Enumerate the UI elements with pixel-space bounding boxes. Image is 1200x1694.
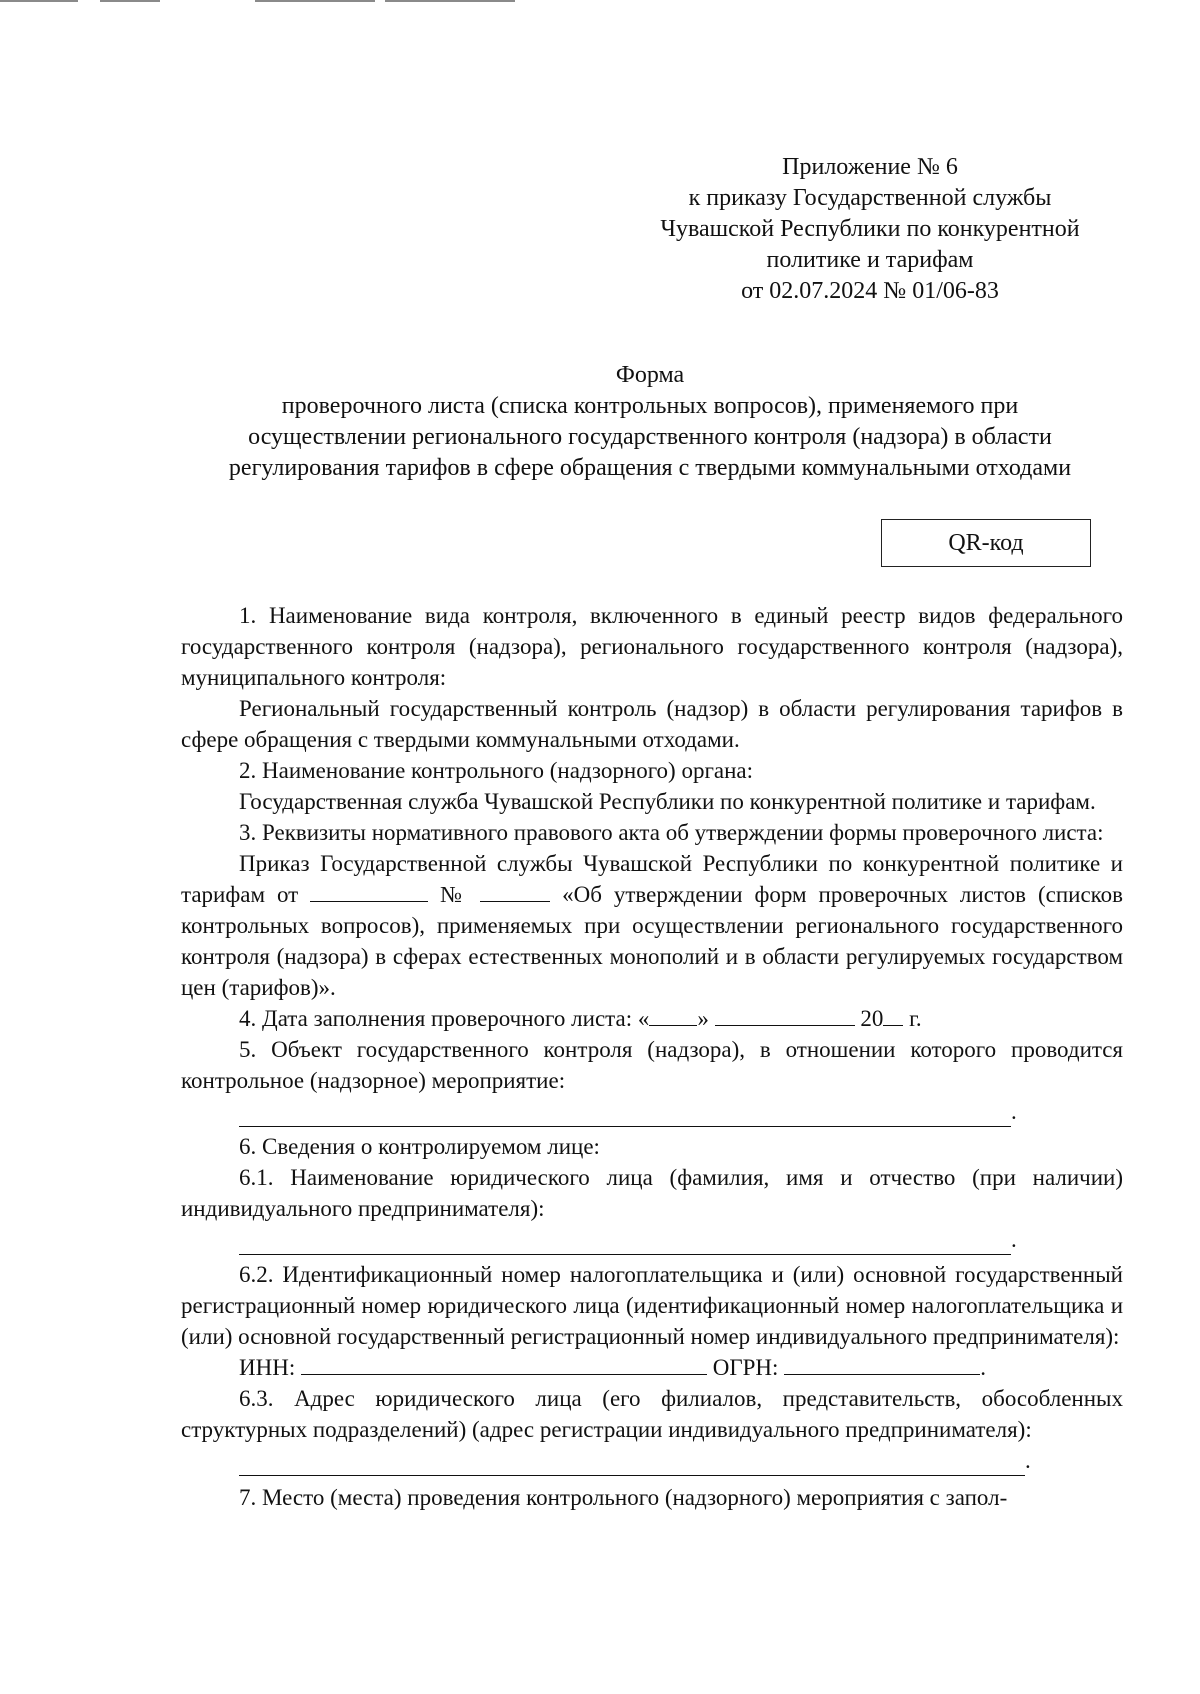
item-3-number-sign: № <box>440 882 469 907</box>
item-6-3-blank-line[interactable] <box>239 1449 1025 1476</box>
form-body <box>181 600 1123 1513</box>
item-4 <box>181 1003 1123 1034</box>
item-6: 6. Сведения о контролируемом лице: <box>239 1134 600 1159</box>
item-6-1-line-row <box>181 1224 1123 1255</box>
inn-ogrn-line <box>181 1352 1123 1383</box>
inn-blank[interactable] <box>301 1352 707 1375</box>
item-4-quote: » <box>697 1006 709 1031</box>
line-end-dot: . <box>980 1355 986 1380</box>
item-4-text: 4. Дата заполнения проверочного листа: « <box>239 1006 650 1031</box>
appendix-order-date: от 02.07.2024 № 01/06-83 <box>741 278 999 304</box>
order-number-blank[interactable] <box>480 879 550 902</box>
appendix-header <box>630 152 1110 307</box>
fill-year-blank[interactable] <box>883 1003 903 1026</box>
item-5-blank-line[interactable] <box>239 1100 1011 1127</box>
item-6-2: 6.2. Идентификационный номер налогоплательщика и (или) основной государственный регистрационный номер юридического лица (идентификационный номер налогоплательщика и (или) основной государственный регистрационный номер индивидуального предпринимателя): <box>181 1262 1123 1349</box>
appendix-order-line: к приказу Государственной службы <box>688 185 1052 211</box>
qr-code-box <box>881 519 1091 567</box>
item-5-line-row <box>181 1096 1123 1127</box>
item-5: 5. Объект государственного контроля (надзора), в отношении которого проводится контрольное (надзорное) мероприятие: <box>181 1037 1123 1093</box>
item-3-value <box>181 848 1123 1003</box>
fill-month-blank[interactable] <box>715 1003 855 1026</box>
item-6-1: 6.1. Наименование юридического лица (фамилия, имя и отчество (при наличии) индивидуального предпринимателя): <box>181 1165 1123 1221</box>
item-2: 2. Наименование контрольного (надзорного) органа: <box>239 758 754 783</box>
item-1-value: Региональный государственный контроль (надзор) в области регулирования тарифов в сфере обращения с твердыми коммунальными отходами. <box>181 696 1123 752</box>
inn-label: ИНН: <box>239 1355 296 1380</box>
form-title-line: осуществлении регионального государственного контроля (надзора) в области <box>248 424 1052 450</box>
item-7: 7. Место (места) проведения контрольного (надзорного) мероприятия с запол- <box>239 1485 1008 1510</box>
order-date-blank[interactable] <box>310 879 428 902</box>
appendix-order-line: Чувашской Республики по конкурентной <box>660 216 1080 242</box>
item-6-1-blank-line[interactable] <box>239 1228 1011 1255</box>
item-1: 1. Наименование вида контроля, включенного в единый реестр видов федерального государственного контроля (надзора), регионального государственного контроля (надзора), муниципального контроля: <box>181 603 1123 690</box>
appendix-order-line: политике и тарифам <box>766 247 974 273</box>
ogrn-blank[interactable] <box>784 1352 980 1375</box>
item-6-3-line-row <box>181 1445 1123 1476</box>
item-4-year: 20 <box>860 1006 884 1031</box>
form-title-line: регулирования тарифов в сфере обращения с твердыми коммунальными отходами <box>228 455 1072 481</box>
item-4-year-suffix: г. <box>909 1006 922 1031</box>
qr-code-label: QR-код <box>948 529 1024 556</box>
form-title-word: Форма <box>615 362 685 388</box>
item-3: 3. Реквизиты нормативного правового акта об утверждении формы проверочного листа: <box>239 820 1104 845</box>
item-2-value: Государственная служба Чувашской Республики по конкурентной политике и тарифам. <box>239 789 1096 814</box>
fill-day-blank[interactable] <box>649 1003 697 1026</box>
ogrn-label: ОГРН: <box>712 1355 779 1380</box>
form-title <box>180 360 1120 484</box>
item-3-text-b: «Об утверждении форм проверочных листов (списков контрольных вопросов), применяемых при осуществлении регионального государственного контроля (надзора) в сферах естественных монополий и в области регулируемых государством цен (тарифов)». <box>181 882 1124 1000</box>
item-3-text-a: Приказ Государственной службы Чувашской Республики по конкурентной политике и тарифам от <box>181 851 1123 907</box>
item-6-3: 6.3. Адрес юридического лица (его филиалов, представительств, обособленных структурных подразделений) (адрес регистрации индивидуального предпринимателя): <box>181 1386 1123 1442</box>
form-title-line: проверочного листа (списка контрольных вопросов), применяемого при <box>281 393 1019 419</box>
line-end-dot: . <box>1011 1099 1017 1124</box>
line-end-dot: . <box>1011 1227 1017 1252</box>
line-end-dot: . <box>1025 1448 1031 1473</box>
appendix-number: Приложение № 6 <box>782 154 958 180</box>
